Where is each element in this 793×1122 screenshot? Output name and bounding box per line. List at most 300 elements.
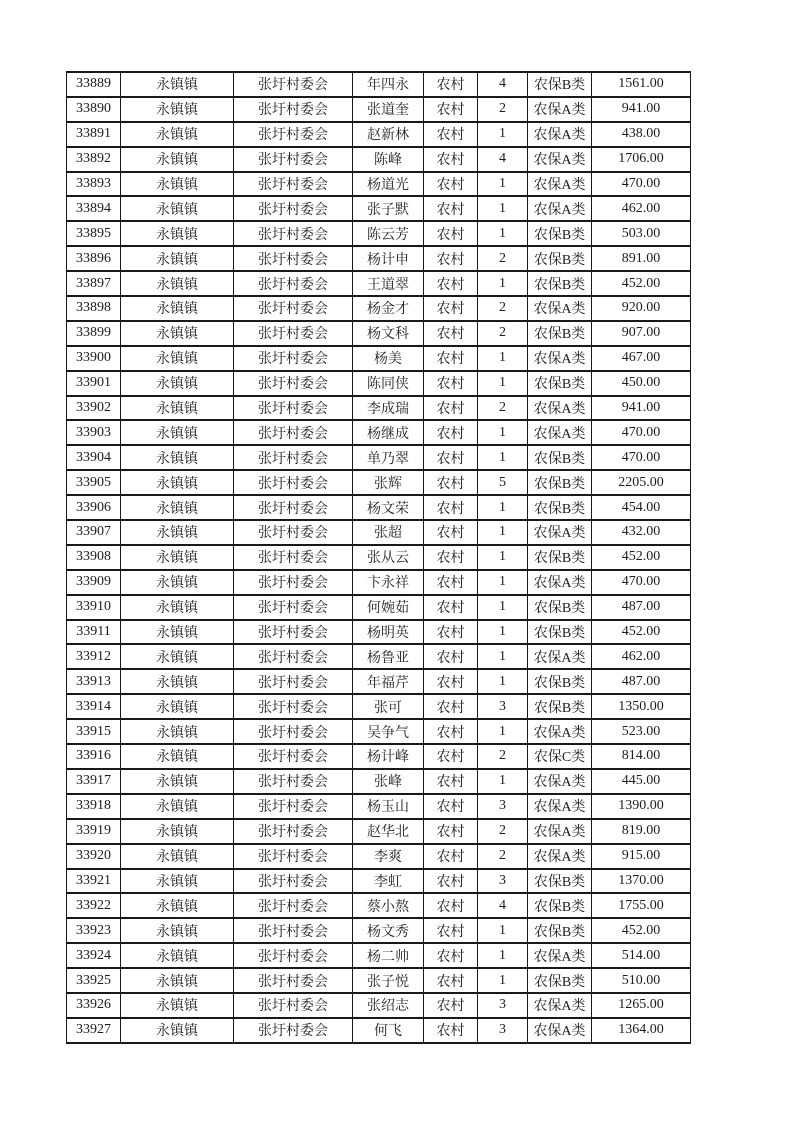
table-row xyxy=(67,196,691,221)
insurance-category: 农保A类 xyxy=(528,396,592,421)
person-count: 2 xyxy=(478,246,528,271)
village-committee: 张圩村委会 xyxy=(234,147,353,172)
record-id: 33892 xyxy=(67,147,121,172)
table-row xyxy=(67,396,691,421)
residence-type: 农村 xyxy=(424,918,478,943)
insurance-category: 农保A类 xyxy=(528,196,592,221)
person-count: 4 xyxy=(478,147,528,172)
insurance-roster-table xyxy=(66,71,691,1044)
amount: 432.00 xyxy=(592,520,691,545)
town-name: 永镇镇 xyxy=(121,869,234,894)
table-row xyxy=(67,694,691,719)
village-committee: 张圩村委会 xyxy=(234,72,353,97)
residence-type: 农村 xyxy=(424,794,478,819)
table-row xyxy=(67,495,691,520)
insurance-category: 农保B类 xyxy=(528,545,592,570)
person-count: 1 xyxy=(478,669,528,694)
table-row xyxy=(67,172,691,197)
village-committee: 张圩村委会 xyxy=(234,943,353,968)
table-row xyxy=(67,371,691,396)
town-name: 永镇镇 xyxy=(121,844,234,869)
insurance-category: 农保B类 xyxy=(528,495,592,520)
table-row xyxy=(67,869,691,894)
person-count: 2 xyxy=(478,97,528,122)
village-committee: 张圩村委会 xyxy=(234,819,353,844)
person-count: 1 xyxy=(478,595,528,620)
record-id: 33897 xyxy=(67,271,121,296)
insurance-category: 农保B类 xyxy=(528,321,592,346)
record-id: 33913 xyxy=(67,669,121,694)
table-row xyxy=(67,968,691,993)
town-name: 永镇镇 xyxy=(121,819,234,844)
record-id: 33899 xyxy=(67,321,121,346)
residence-type: 农村 xyxy=(424,321,478,346)
insurance-category: 农保B类 xyxy=(528,869,592,894)
town-name: 永镇镇 xyxy=(121,470,234,495)
table-row xyxy=(67,470,691,495)
record-id: 33893 xyxy=(67,172,121,197)
residence-type: 农村 xyxy=(424,694,478,719)
residence-type: 农村 xyxy=(424,570,478,595)
village-committee: 张圩村委会 xyxy=(234,694,353,719)
amount: 523.00 xyxy=(592,719,691,744)
residence-type: 农村 xyxy=(424,97,478,122)
person-name: 杨计峰 xyxy=(353,744,424,769)
person-count: 1 xyxy=(478,943,528,968)
person-count: 4 xyxy=(478,72,528,97)
record-id: 33920 xyxy=(67,844,121,869)
amount: 503.00 xyxy=(592,221,691,246)
residence-type: 农村 xyxy=(424,669,478,694)
table-row xyxy=(67,271,691,296)
person-count: 3 xyxy=(478,794,528,819)
record-id: 33922 xyxy=(67,893,121,918)
table-row xyxy=(67,918,691,943)
town-name: 永镇镇 xyxy=(121,545,234,570)
residence-type: 农村 xyxy=(424,495,478,520)
village-committee: 张圩村委会 xyxy=(234,968,353,993)
village-committee: 张圩村委会 xyxy=(234,719,353,744)
record-id: 33910 xyxy=(67,595,121,620)
record-id: 33912 xyxy=(67,644,121,669)
town-name: 永镇镇 xyxy=(121,620,234,645)
town-name: 永镇镇 xyxy=(121,396,234,421)
amount: 470.00 xyxy=(592,172,691,197)
table-row xyxy=(67,893,691,918)
town-name: 永镇镇 xyxy=(121,371,234,396)
record-id: 33911 xyxy=(67,620,121,645)
village-committee: 张圩村委会 xyxy=(234,346,353,371)
village-committee: 张圩村委会 xyxy=(234,196,353,221)
insurance-category: 农保A类 xyxy=(528,794,592,819)
person-count: 2 xyxy=(478,819,528,844)
residence-type: 农村 xyxy=(424,396,478,421)
amount: 1370.00 xyxy=(592,869,691,894)
person-count: 1 xyxy=(478,644,528,669)
residence-type: 农村 xyxy=(424,769,478,794)
insurance-category: 农保A类 xyxy=(528,172,592,197)
table-row xyxy=(67,844,691,869)
village-committee: 张圩村委会 xyxy=(234,993,353,1018)
town-name: 永镇镇 xyxy=(121,420,234,445)
insurance-category: 农保A类 xyxy=(528,844,592,869)
person-count: 1 xyxy=(478,719,528,744)
person-name: 杨继成 xyxy=(353,420,424,445)
village-committee: 张圩村委会 xyxy=(234,246,353,271)
person-count: 1 xyxy=(478,346,528,371)
table-row xyxy=(67,72,691,97)
residence-type: 农村 xyxy=(424,445,478,470)
residence-type: 农村 xyxy=(424,893,478,918)
village-committee: 张圩村委会 xyxy=(234,844,353,869)
person-name: 张道奎 xyxy=(353,97,424,122)
town-name: 永镇镇 xyxy=(121,893,234,918)
insurance-category: 农保B类 xyxy=(528,968,592,993)
residence-type: 农村 xyxy=(424,122,478,147)
record-id: 33916 xyxy=(67,744,121,769)
record-id: 33898 xyxy=(67,296,121,321)
insurance-category: 农保A类 xyxy=(528,520,592,545)
insurance-category: 农保B类 xyxy=(528,72,592,97)
record-id: 33895 xyxy=(67,221,121,246)
insurance-category: 农保A类 xyxy=(528,570,592,595)
insurance-category: 农保A类 xyxy=(528,296,592,321)
village-committee: 张圩村委会 xyxy=(234,221,353,246)
residence-type: 农村 xyxy=(424,869,478,894)
insurance-category: 农保B类 xyxy=(528,893,592,918)
insurance-category: 农保B类 xyxy=(528,470,592,495)
residence-type: 农村 xyxy=(424,470,478,495)
table-row xyxy=(67,147,691,172)
person-count: 1 xyxy=(478,221,528,246)
table-row xyxy=(67,321,691,346)
record-id: 33917 xyxy=(67,769,121,794)
table-row xyxy=(67,595,691,620)
village-committee: 张圩村委会 xyxy=(234,296,353,321)
person-count: 1 xyxy=(478,371,528,396)
table-row xyxy=(67,669,691,694)
village-committee: 张圩村委会 xyxy=(234,669,353,694)
village-committee: 张圩村委会 xyxy=(234,445,353,470)
person-name: 卞永祥 xyxy=(353,570,424,595)
table-row xyxy=(67,221,691,246)
amount: 1561.00 xyxy=(592,72,691,97)
town-name: 永镇镇 xyxy=(121,694,234,719)
person-count: 5 xyxy=(478,470,528,495)
record-id: 33918 xyxy=(67,794,121,819)
residence-type: 农村 xyxy=(424,744,478,769)
residence-type: 农村 xyxy=(424,221,478,246)
record-id: 33900 xyxy=(67,346,121,371)
residence-type: 农村 xyxy=(424,595,478,620)
village-committee: 张圩村委会 xyxy=(234,97,353,122)
town-name: 永镇镇 xyxy=(121,147,234,172)
table-row xyxy=(67,445,691,470)
person-name: 蔡小熬 xyxy=(353,893,424,918)
record-id: 33927 xyxy=(67,1018,121,1043)
amount: 907.00 xyxy=(592,321,691,346)
residence-type: 农村 xyxy=(424,1018,478,1043)
table-row xyxy=(67,719,691,744)
town-name: 永镇镇 xyxy=(121,993,234,1018)
person-count: 1 xyxy=(478,172,528,197)
record-id: 33925 xyxy=(67,968,121,993)
amount: 915.00 xyxy=(592,844,691,869)
amount: 1364.00 xyxy=(592,1018,691,1043)
insurance-category: 农保C类 xyxy=(528,744,592,769)
insurance-category: 农保A类 xyxy=(528,97,592,122)
table-row xyxy=(67,520,691,545)
person-count: 3 xyxy=(478,869,528,894)
town-name: 永镇镇 xyxy=(121,271,234,296)
village-committee: 张圩村委会 xyxy=(234,271,353,296)
person-count: 1 xyxy=(478,968,528,993)
village-committee: 张圩村委会 xyxy=(234,122,353,147)
town-name: 永镇镇 xyxy=(121,97,234,122)
person-count: 2 xyxy=(478,396,528,421)
roster-table-container xyxy=(66,71,691,1044)
amount: 487.00 xyxy=(592,669,691,694)
person-name: 杨明英 xyxy=(353,620,424,645)
town-name: 永镇镇 xyxy=(121,968,234,993)
village-committee: 张圩村委会 xyxy=(234,321,353,346)
amount: 1350.00 xyxy=(592,694,691,719)
residence-type: 农村 xyxy=(424,196,478,221)
insurance-category: 农保B类 xyxy=(528,694,592,719)
table-row xyxy=(67,1018,691,1043)
amount: 814.00 xyxy=(592,744,691,769)
amount: 467.00 xyxy=(592,346,691,371)
amount: 454.00 xyxy=(592,495,691,520)
village-committee: 张圩村委会 xyxy=(234,495,353,520)
person-count: 1 xyxy=(478,196,528,221)
town-name: 永镇镇 xyxy=(121,719,234,744)
insurance-category: 农保A类 xyxy=(528,644,592,669)
residence-type: 农村 xyxy=(424,520,478,545)
table-row xyxy=(67,819,691,844)
person-count: 1 xyxy=(478,620,528,645)
village-committee: 张圩村委会 xyxy=(234,794,353,819)
table-row xyxy=(67,420,691,445)
amount: 1706.00 xyxy=(592,147,691,172)
record-id: 33889 xyxy=(67,72,121,97)
amount: 1390.00 xyxy=(592,794,691,819)
town-name: 永镇镇 xyxy=(121,445,234,470)
record-id: 33901 xyxy=(67,371,121,396)
person-name: 王道翠 xyxy=(353,271,424,296)
table-row xyxy=(67,97,691,122)
insurance-category: 农保B类 xyxy=(528,595,592,620)
amount: 1755.00 xyxy=(592,893,691,918)
residence-type: 农村 xyxy=(424,72,478,97)
residence-type: 农村 xyxy=(424,844,478,869)
town-name: 永镇镇 xyxy=(121,570,234,595)
person-name: 杨美 xyxy=(353,346,424,371)
village-committee: 张圩村委会 xyxy=(234,545,353,570)
person-name: 何飞 xyxy=(353,1018,424,1043)
village-committee: 张圩村委会 xyxy=(234,918,353,943)
amount: 470.00 xyxy=(592,570,691,595)
record-id: 33923 xyxy=(67,918,121,943)
residence-type: 农村 xyxy=(424,147,478,172)
person-name: 张可 xyxy=(353,694,424,719)
town-name: 永镇镇 xyxy=(121,72,234,97)
town-name: 永镇镇 xyxy=(121,520,234,545)
amount: 819.00 xyxy=(592,819,691,844)
table-row xyxy=(67,246,691,271)
table-row xyxy=(67,644,691,669)
town-name: 永镇镇 xyxy=(121,769,234,794)
insurance-category: 农保A类 xyxy=(528,993,592,1018)
village-committee: 张圩村委会 xyxy=(234,769,353,794)
residence-type: 农村 xyxy=(424,620,478,645)
person-name: 杨二帅 xyxy=(353,943,424,968)
village-committee: 张圩村委会 xyxy=(234,869,353,894)
person-name: 杨道光 xyxy=(353,172,424,197)
person-count: 1 xyxy=(478,520,528,545)
person-name: 李成瑞 xyxy=(353,396,424,421)
amount: 470.00 xyxy=(592,420,691,445)
person-name: 杨文荣 xyxy=(353,495,424,520)
amount: 941.00 xyxy=(592,396,691,421)
insurance-category: 农保B类 xyxy=(528,669,592,694)
person-count: 1 xyxy=(478,495,528,520)
person-name: 李虹 xyxy=(353,869,424,894)
record-id: 33904 xyxy=(67,445,121,470)
residence-type: 农村 xyxy=(424,719,478,744)
residence-type: 农村 xyxy=(424,271,478,296)
table-row xyxy=(67,794,691,819)
town-name: 永镇镇 xyxy=(121,744,234,769)
amount: 487.00 xyxy=(592,595,691,620)
town-name: 永镇镇 xyxy=(121,221,234,246)
town-name: 永镇镇 xyxy=(121,595,234,620)
village-committee: 张圩村委会 xyxy=(234,172,353,197)
village-committee: 张圩村委会 xyxy=(234,744,353,769)
residence-type: 农村 xyxy=(424,371,478,396)
record-id: 33902 xyxy=(67,396,121,421)
record-id: 33896 xyxy=(67,246,121,271)
table-row xyxy=(67,122,691,147)
person-count: 1 xyxy=(478,271,528,296)
person-count: 1 xyxy=(478,918,528,943)
town-name: 永镇镇 xyxy=(121,943,234,968)
record-id: 33906 xyxy=(67,495,121,520)
insurance-category: 农保A类 xyxy=(528,769,592,794)
record-id: 33905 xyxy=(67,470,121,495)
town-name: 永镇镇 xyxy=(121,172,234,197)
residence-type: 农村 xyxy=(424,246,478,271)
person-name: 张子默 xyxy=(353,196,424,221)
town-name: 永镇镇 xyxy=(121,794,234,819)
residence-type: 农村 xyxy=(424,172,478,197)
person-count: 1 xyxy=(478,545,528,570)
residence-type: 农村 xyxy=(424,993,478,1018)
record-id: 33914 xyxy=(67,694,121,719)
village-committee: 张圩村委会 xyxy=(234,644,353,669)
person-name: 陈云芳 xyxy=(353,221,424,246)
amount: 452.00 xyxy=(592,918,691,943)
village-committee: 张圩村委会 xyxy=(234,420,353,445)
person-count: 2 xyxy=(478,744,528,769)
amount: 1265.00 xyxy=(592,993,691,1018)
town-name: 永镇镇 xyxy=(121,644,234,669)
residence-type: 农村 xyxy=(424,968,478,993)
record-id: 33907 xyxy=(67,520,121,545)
person-name: 张超 xyxy=(353,520,424,545)
record-id: 33894 xyxy=(67,196,121,221)
person-count: 3 xyxy=(478,993,528,1018)
person-count: 3 xyxy=(478,1018,528,1043)
table-row xyxy=(67,993,691,1018)
record-id: 33915 xyxy=(67,719,121,744)
residence-type: 农村 xyxy=(424,943,478,968)
village-committee: 张圩村委会 xyxy=(234,570,353,595)
person-name: 单乃翠 xyxy=(353,445,424,470)
amount: 470.00 xyxy=(592,445,691,470)
person-name: 年四永 xyxy=(353,72,424,97)
residence-type: 农村 xyxy=(424,420,478,445)
residence-type: 农村 xyxy=(424,296,478,321)
amount: 452.00 xyxy=(592,620,691,645)
village-committee: 张圩村委会 xyxy=(234,620,353,645)
amount: 462.00 xyxy=(592,196,691,221)
insurance-category: 农保A类 xyxy=(528,122,592,147)
amount: 462.00 xyxy=(592,644,691,669)
amount: 450.00 xyxy=(592,371,691,396)
insurance-category: 农保A类 xyxy=(528,346,592,371)
insurance-category: 农保A类 xyxy=(528,719,592,744)
record-id: 33909 xyxy=(67,570,121,595)
insurance-category: 农保B类 xyxy=(528,221,592,246)
person-count: 1 xyxy=(478,570,528,595)
amount: 2205.00 xyxy=(592,470,691,495)
amount: 510.00 xyxy=(592,968,691,993)
person-name: 李爽 xyxy=(353,844,424,869)
village-committee: 张圩村委会 xyxy=(234,595,353,620)
village-committee: 张圩村委会 xyxy=(234,520,353,545)
person-name: 杨文科 xyxy=(353,321,424,346)
town-name: 永镇镇 xyxy=(121,321,234,346)
amount: 941.00 xyxy=(592,97,691,122)
person-count: 2 xyxy=(478,844,528,869)
amount: 891.00 xyxy=(592,246,691,271)
amount: 438.00 xyxy=(592,122,691,147)
insurance-category: 农保B类 xyxy=(528,246,592,271)
record-id: 33921 xyxy=(67,869,121,894)
table-row xyxy=(67,296,691,321)
village-committee: 张圩村委会 xyxy=(234,470,353,495)
residence-type: 农村 xyxy=(424,644,478,669)
person-name: 陈同侠 xyxy=(353,371,424,396)
person-name: 杨计申 xyxy=(353,246,424,271)
table-row xyxy=(67,620,691,645)
town-name: 永镇镇 xyxy=(121,495,234,520)
town-name: 永镇镇 xyxy=(121,346,234,371)
table-row xyxy=(67,346,691,371)
person-name: 赵华北 xyxy=(353,819,424,844)
person-name: 杨玉山 xyxy=(353,794,424,819)
insurance-category: 农保B类 xyxy=(528,271,592,296)
person-name: 吴争气 xyxy=(353,719,424,744)
person-count: 2 xyxy=(478,296,528,321)
table-row xyxy=(67,744,691,769)
table-row xyxy=(67,943,691,968)
town-name: 永镇镇 xyxy=(121,246,234,271)
table-row xyxy=(67,570,691,595)
table-row xyxy=(67,769,691,794)
person-count: 1 xyxy=(478,420,528,445)
